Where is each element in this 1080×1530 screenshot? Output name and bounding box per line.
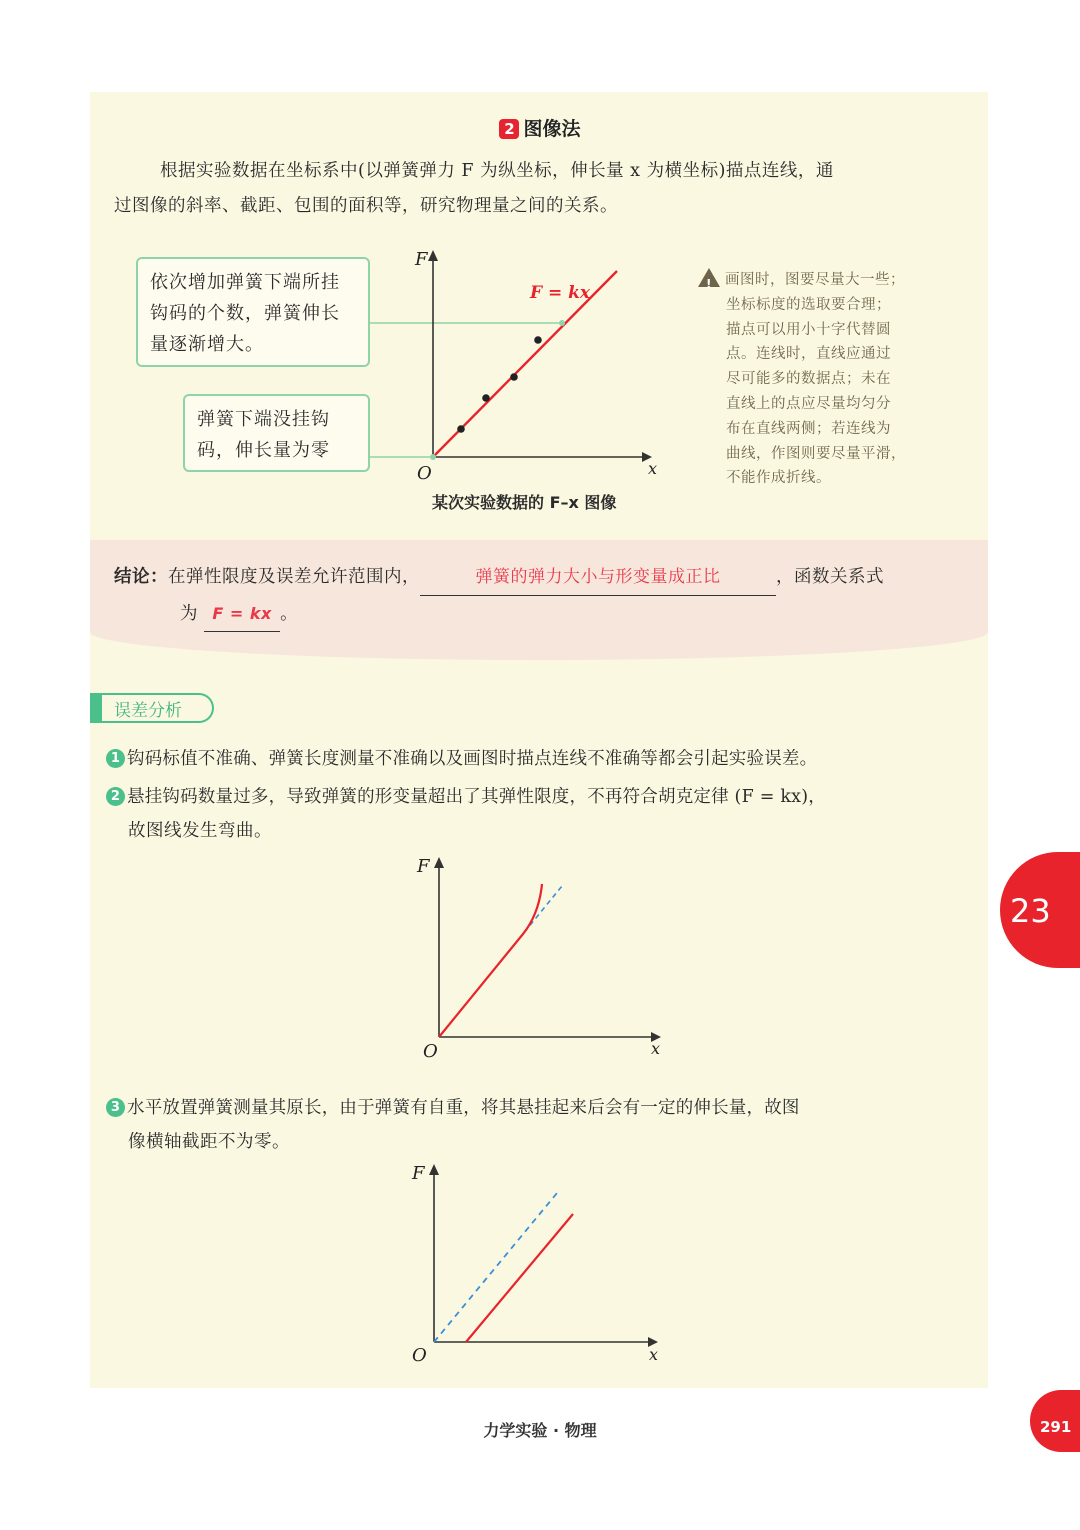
y-axis-label: F [412,1163,425,1184]
x-axis-label: x [649,1345,659,1364]
figure2-bending-curve [405,850,675,1065]
section-title-text: 图像法 [523,118,581,140]
line-label: F = kx [530,283,591,303]
y-axis-label: F [415,249,428,270]
section-number: 2 [499,119,519,139]
figure1-fx-graph [360,240,670,485]
conclusion-text: 为 [180,604,198,624]
callout-no-weight: 弹簧下端没挂钩码，伸长量为零 [183,394,370,472]
data-point [534,336,542,344]
offset-line [466,1214,573,1342]
conclusion-text: ，函数关系式 [776,567,884,587]
drawing-note [698,268,938,491]
page-number: 291 [1040,1418,1072,1436]
x-axis-label: x [651,1039,661,1058]
note-line: 直线上的点应尽量均匀分 [726,395,891,412]
error-item-2-line-2: 故图线发生弯曲。 [128,821,272,841]
note-line: 坐标标度的选取要合理； [726,296,891,313]
callout-increase-weights: 依次增加弹簧下端所挂钩码的个数，弹簧伸长量逐渐增大。 [136,257,370,367]
y-axis-label: F [417,856,430,877]
conclusion-line-1 [114,560,884,596]
data-point [482,394,490,402]
footer-title: 力学实验 · 物理 [483,1421,597,1440]
y-axis-arrow [429,1164,439,1175]
error-number: 2 [106,787,125,806]
error-item-3 [106,1091,800,1126]
conclusion-line-2 [180,596,298,632]
figure1-caption: 某次实验数据的 F–x 图像 [432,493,617,512]
note-line: 曲线，作图则要尽量平滑， [726,445,906,462]
error-item-3-line-2: 像横轴截距不为零。 [128,1132,290,1152]
intro-line-1: 根据实验数据在坐标系中(以弹簧弹力 F 为纵坐标，伸长量 x 为横坐标)描点连线，通 [160,161,834,181]
figure3-intercept-shift [400,1157,675,1372]
error-analysis-tag-label: 误差分析 [114,701,182,721]
error-text: 钩码标值不准确、弹簧长度测量不准确以及画图时描点连线不准确等都会引起实验误差。 [127,749,818,769]
error-item-2 [106,780,826,815]
data-point [430,454,436,460]
origin-label: O [417,463,432,484]
error-text: 水平放置弹簧测量其原长，由于弹簧有自重，将其悬挂起来后会有一定的伸长量，故图 [127,1098,800,1118]
error-number: 1 [106,749,125,768]
conclusion-answer-blank: 弹簧的弹力大小与形变量成正比 [420,560,776,596]
note-line: 点。连线时，直线应通过 [726,346,891,363]
conclusion-text: 在弹性限度及误差允许范围内， [168,567,420,587]
data-point [510,373,518,381]
origin-label: O [412,1345,427,1366]
note-line: 尽可能多的数据点；未在 [726,371,891,388]
origin-label: O [423,1041,438,1062]
section-title [0,114,1080,141]
data-point [559,320,565,326]
conclusion-label: 结论： [114,567,168,587]
note-line: 不能作成折线。 [726,470,831,487]
y-axis-arrow [428,250,438,261]
warning-icon: ! [698,268,720,287]
error-text: 悬挂钩码数量过多，导致弹簧的形变量超出了其弹性限度，不再符合胡克定律 (F = kx)， [127,787,826,807]
formula-answer-blank: F = kx [204,596,280,632]
data-point [457,425,465,433]
conclusion-text: 。 [280,604,299,624]
note-line: 描点可以用小十字代替圆 [726,321,891,338]
chapter-number: 23 [1010,892,1051,930]
x-axis-label: x [648,459,658,478]
ideal-line [434,1193,557,1342]
intro-line-2: 过图像的斜率、截距、包围的面积等，研究物理量之间的关系。 [114,196,618,216]
error-item-1 [106,742,817,777]
bent-curve [439,884,542,1037]
error-number: 3 [106,1098,125,1117]
note-line: 布在直线两侧；若连线为 [726,420,891,437]
note-line: 画图时，图要尽量大一些； [725,272,905,288]
error-analysis-tag-bar [90,693,102,723]
y-axis-arrow [434,857,444,868]
